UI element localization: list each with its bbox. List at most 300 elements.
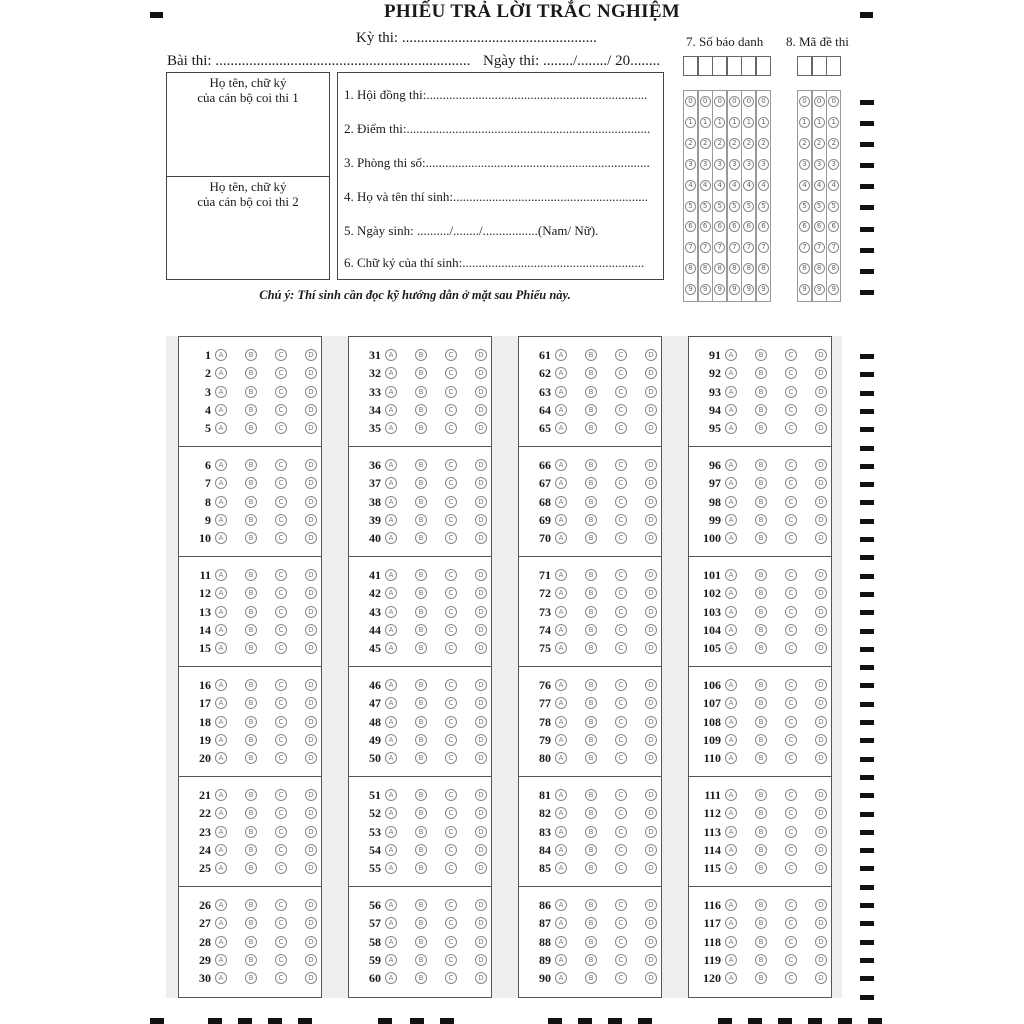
answer-bubble-c[interactable]: C	[275, 752, 287, 764]
answer-bubble-d[interactable]: D	[475, 862, 487, 874]
answer-bubble-b[interactable]: B	[245, 734, 257, 746]
answer-bubble-a[interactable]: A	[385, 899, 397, 911]
candidate-number-digit-bubble[interactable]: 1	[758, 117, 769, 128]
candidate-number-entry-cell[interactable]	[727, 56, 742, 76]
answer-bubble-c[interactable]: C	[445, 367, 457, 379]
candidate-number-digit-bubble[interactable]: 7	[685, 242, 696, 253]
answer-bubble-a[interactable]: A	[725, 514, 737, 526]
answer-bubble-b[interactable]: B	[415, 514, 427, 526]
answer-bubble-b[interactable]: B	[415, 459, 427, 471]
candidate-number-entry-cell[interactable]	[756, 56, 771, 76]
candidate-number-digit-bubble[interactable]: 7	[743, 242, 754, 253]
exam-code-digit-bubble[interactable]: 3	[799, 159, 810, 170]
answer-bubble-b[interactable]: B	[245, 532, 257, 544]
answer-bubble-c[interactable]: C	[785, 459, 797, 471]
answer-bubble-c[interactable]: C	[785, 734, 797, 746]
answer-bubble-c[interactable]: C	[785, 514, 797, 526]
answer-bubble-a[interactable]: A	[555, 587, 567, 599]
candidate-number-digit-bubble[interactable]: 4	[743, 180, 754, 191]
answer-bubble-a[interactable]: A	[385, 862, 397, 874]
answer-bubble-a[interactable]: A	[385, 606, 397, 618]
answer-bubble-a[interactable]: A	[215, 862, 227, 874]
answer-bubble-a[interactable]: A	[725, 789, 737, 801]
answer-bubble-c[interactable]: C	[785, 954, 797, 966]
answer-bubble-d[interactable]: D	[645, 422, 657, 434]
answer-bubble-a[interactable]: A	[555, 899, 567, 911]
answer-bubble-c[interactable]: C	[445, 734, 457, 746]
answer-bubble-c[interactable]: C	[615, 862, 627, 874]
answer-bubble-a[interactable]: A	[385, 569, 397, 581]
answer-bubble-a[interactable]: A	[555, 496, 567, 508]
exam-code-digit-bubble[interactable]: 0	[828, 96, 839, 107]
answer-bubble-c[interactable]: C	[615, 917, 627, 929]
candidate-number-digit-bubble[interactable]: 5	[758, 201, 769, 212]
candidate-number-digit-bubble[interactable]: 2	[714, 138, 725, 149]
answer-bubble-b[interactable]: B	[415, 936, 427, 948]
answer-bubble-a[interactable]: A	[215, 679, 227, 691]
answer-bubble-c[interactable]: C	[785, 532, 797, 544]
answer-bubble-b[interactable]: B	[415, 752, 427, 764]
answer-bubble-a[interactable]: A	[215, 917, 227, 929]
answer-bubble-d[interactable]: D	[645, 624, 657, 636]
answer-bubble-b[interactable]: B	[415, 404, 427, 416]
exam-code-digit-bubble[interactable]: 6	[814, 221, 825, 232]
answer-bubble-a[interactable]: A	[215, 532, 227, 544]
answer-bubble-b[interactable]: B	[245, 752, 257, 764]
candidate-number-digit-bubble[interactable]: 0	[758, 96, 769, 107]
answer-bubble-d[interactable]: D	[475, 899, 487, 911]
answer-bubble-a[interactable]: A	[385, 807, 397, 819]
answer-bubble-c[interactable]: C	[615, 826, 627, 838]
answer-bubble-b[interactable]: B	[245, 404, 257, 416]
answer-bubble-a[interactable]: A	[725, 697, 737, 709]
answer-bubble-d[interactable]: D	[475, 844, 487, 856]
answer-bubble-d[interactable]: D	[645, 587, 657, 599]
answer-bubble-a[interactable]: A	[555, 606, 567, 618]
answer-bubble-c[interactable]: C	[785, 899, 797, 911]
answer-bubble-a[interactable]: A	[725, 624, 737, 636]
answer-bubble-b[interactable]: B	[585, 496, 597, 508]
answer-bubble-a[interactable]: A	[555, 844, 567, 856]
answer-bubble-b[interactable]: B	[755, 972, 767, 984]
candidate-number-digit-bubble[interactable]: 7	[700, 242, 711, 253]
exam-code-digit-bubble[interactable]: 1	[799, 117, 810, 128]
answer-bubble-b[interactable]: B	[245, 954, 257, 966]
answer-bubble-d[interactable]: D	[475, 972, 487, 984]
answer-bubble-d[interactable]: D	[645, 367, 657, 379]
answer-bubble-d[interactable]: D	[305, 349, 317, 361]
answer-bubble-c[interactable]: C	[445, 606, 457, 618]
answer-bubble-d[interactable]: D	[475, 404, 487, 416]
answer-bubble-b[interactable]: B	[415, 624, 427, 636]
answer-bubble-a[interactable]: A	[725, 422, 737, 434]
answer-bubble-a[interactable]: A	[385, 349, 397, 361]
answer-bubble-b[interactable]: B	[585, 917, 597, 929]
answer-bubble-c[interactable]: C	[615, 532, 627, 544]
answer-bubble-a[interactable]: A	[215, 606, 227, 618]
answer-bubble-a[interactable]: A	[215, 404, 227, 416]
answer-bubble-c[interactable]: C	[785, 972, 797, 984]
candidate-number-digit-bubble[interactable]: 4	[714, 180, 725, 191]
answer-bubble-d[interactable]: D	[305, 899, 317, 911]
answer-bubble-c[interactable]: C	[785, 789, 797, 801]
answer-bubble-c[interactable]: C	[615, 752, 627, 764]
answer-bubble-a[interactable]: A	[555, 826, 567, 838]
answer-bubble-c[interactable]: C	[275, 642, 287, 654]
answer-bubble-a[interactable]: A	[385, 679, 397, 691]
candidate-number-digit-bubble[interactable]: 4	[758, 180, 769, 191]
answer-bubble-a[interactable]: A	[215, 734, 227, 746]
answer-bubble-a[interactable]: A	[385, 936, 397, 948]
answer-bubble-b[interactable]: B	[415, 532, 427, 544]
candidate-number-digit-bubble[interactable]: 5	[743, 201, 754, 212]
answer-bubble-c[interactable]: C	[615, 587, 627, 599]
answer-bubble-b[interactable]: B	[585, 349, 597, 361]
exam-code-digit-bubble[interactable]: 9	[799, 284, 810, 295]
answer-bubble-a[interactable]: A	[385, 477, 397, 489]
answer-bubble-a[interactable]: A	[215, 569, 227, 581]
answer-bubble-d[interactable]: D	[475, 642, 487, 654]
exam-code-digit-bubble[interactable]: 2	[799, 138, 810, 149]
answer-bubble-d[interactable]: D	[645, 844, 657, 856]
answer-bubble-c[interactable]: C	[445, 679, 457, 691]
answer-bubble-b[interactable]: B	[585, 752, 597, 764]
exam-code-digit-bubble[interactable]: 4	[799, 180, 810, 191]
answer-bubble-d[interactable]: D	[305, 606, 317, 618]
exam-code-digit-bubble[interactable]: 0	[799, 96, 810, 107]
answer-bubble-a[interactable]: A	[215, 349, 227, 361]
answer-bubble-d[interactable]: D	[645, 734, 657, 746]
answer-bubble-d[interactable]: D	[645, 477, 657, 489]
answer-bubble-a[interactable]: A	[385, 697, 397, 709]
candidate-number-digit-bubble[interactable]: 5	[729, 201, 740, 212]
candidate-number-digit-bubble[interactable]: 0	[700, 96, 711, 107]
candidate-number-digit-bubble[interactable]: 0	[743, 96, 754, 107]
answer-bubble-c[interactable]: C	[445, 862, 457, 874]
exam-code-digit-bubble[interactable]: 2	[814, 138, 825, 149]
answer-bubble-a[interactable]: A	[725, 972, 737, 984]
answer-bubble-a[interactable]: A	[725, 367, 737, 379]
candidate-number-digit-bubble[interactable]: 6	[714, 221, 725, 232]
answer-bubble-a[interactable]: A	[215, 477, 227, 489]
answer-bubble-d[interactable]: D	[815, 496, 827, 508]
answer-bubble-b[interactable]: B	[245, 496, 257, 508]
answer-bubble-c[interactable]: C	[615, 404, 627, 416]
answer-bubble-b[interactable]: B	[755, 844, 767, 856]
answer-bubble-a[interactable]: A	[385, 734, 397, 746]
answer-bubble-a[interactable]: A	[725, 349, 737, 361]
answer-bubble-a[interactable]: A	[725, 844, 737, 856]
answer-bubble-b[interactable]: B	[755, 569, 767, 581]
answer-bubble-c[interactable]: C	[445, 954, 457, 966]
answer-bubble-a[interactable]: A	[215, 422, 227, 434]
answer-bubble-a[interactable]: A	[555, 642, 567, 654]
answer-bubble-b[interactable]: B	[755, 697, 767, 709]
answer-bubble-b[interactable]: B	[245, 349, 257, 361]
answer-bubble-d[interactable]: D	[645, 917, 657, 929]
answer-bubble-d[interactable]: D	[645, 862, 657, 874]
answer-bubble-a[interactable]: A	[215, 789, 227, 801]
answer-bubble-c[interactable]: C	[615, 844, 627, 856]
answer-bubble-d[interactable]: D	[815, 569, 827, 581]
answer-bubble-a[interactable]: A	[215, 496, 227, 508]
answer-bubble-d[interactable]: D	[475, 386, 487, 398]
answer-bubble-b[interactable]: B	[755, 624, 767, 636]
answer-bubble-b[interactable]: B	[585, 477, 597, 489]
answer-bubble-d[interactable]: D	[475, 826, 487, 838]
answer-bubble-c[interactable]: C	[445, 807, 457, 819]
answer-bubble-a[interactable]: A	[555, 862, 567, 874]
candidate-number-digit-bubble[interactable]: 0	[729, 96, 740, 107]
answer-bubble-a[interactable]: A	[385, 752, 397, 764]
answer-bubble-d[interactable]: D	[305, 716, 317, 728]
candidate-number-digit-bubble[interactable]: 9	[729, 284, 740, 295]
answer-bubble-c[interactable]: C	[615, 936, 627, 948]
answer-bubble-d[interactable]: D	[645, 386, 657, 398]
candidate-number-digit-bubble[interactable]: 0	[714, 96, 725, 107]
answer-bubble-c[interactable]: C	[275, 716, 287, 728]
exam-code-digit-bubble[interactable]: 8	[814, 263, 825, 274]
answer-bubble-a[interactable]: A	[555, 532, 567, 544]
answer-bubble-a[interactable]: A	[385, 496, 397, 508]
answer-bubble-c[interactable]: C	[615, 569, 627, 581]
candidate-number-digit-bubble[interactable]: 7	[714, 242, 725, 253]
answer-bubble-d[interactable]: D	[305, 862, 317, 874]
answer-bubble-c[interactable]: C	[445, 972, 457, 984]
answer-bubble-d[interactable]: D	[815, 862, 827, 874]
answer-bubble-a[interactable]: A	[555, 404, 567, 416]
answer-bubble-d[interactable]: D	[815, 386, 827, 398]
answer-bubble-d[interactable]: D	[475, 954, 487, 966]
answer-bubble-b[interactable]: B	[585, 862, 597, 874]
answer-bubble-a[interactable]: A	[555, 477, 567, 489]
answer-bubble-a[interactable]: A	[555, 679, 567, 691]
answer-bubble-b[interactable]: B	[415, 826, 427, 838]
answer-bubble-a[interactable]: A	[725, 532, 737, 544]
answer-bubble-c[interactable]: C	[275, 422, 287, 434]
answer-bubble-b[interactable]: B	[755, 899, 767, 911]
answer-bubble-c[interactable]: C	[445, 789, 457, 801]
answer-bubble-d[interactable]: D	[305, 587, 317, 599]
answer-bubble-c[interactable]: C	[275, 697, 287, 709]
answer-bubble-b[interactable]: B	[415, 789, 427, 801]
answer-bubble-b[interactable]: B	[415, 917, 427, 929]
answer-bubble-c[interactable]: C	[275, 477, 287, 489]
answer-bubble-b[interactable]: B	[585, 422, 597, 434]
answer-bubble-c[interactable]: C	[785, 386, 797, 398]
exam-code-entry-cell[interactable]	[826, 56, 841, 76]
answer-bubble-a[interactable]: A	[725, 917, 737, 929]
answer-bubble-c[interactable]: C	[275, 844, 287, 856]
answer-bubble-a[interactable]: A	[385, 404, 397, 416]
answer-bubble-d[interactable]: D	[475, 734, 487, 746]
answer-bubble-a[interactable]: A	[725, 459, 737, 471]
answer-bubble-b[interactable]: B	[415, 734, 427, 746]
answer-bubble-c[interactable]: C	[445, 752, 457, 764]
answer-bubble-c[interactable]: C	[445, 386, 457, 398]
answer-bubble-d[interactable]: D	[815, 807, 827, 819]
answer-bubble-c[interactable]: C	[785, 826, 797, 838]
exam-code-digit-bubble[interactable]: 2	[828, 138, 839, 149]
answer-bubble-a[interactable]: A	[215, 697, 227, 709]
answer-bubble-b[interactable]: B	[415, 844, 427, 856]
answer-bubble-d[interactable]: D	[305, 367, 317, 379]
answer-bubble-d[interactable]: D	[815, 899, 827, 911]
answer-bubble-b[interactable]: B	[415, 422, 427, 434]
answer-bubble-b[interactable]: B	[755, 349, 767, 361]
candidate-number-digit-bubble[interactable]: 5	[714, 201, 725, 212]
answer-bubble-d[interactable]: D	[305, 972, 317, 984]
answer-bubble-b[interactable]: B	[585, 514, 597, 526]
answer-bubble-a[interactable]: A	[215, 936, 227, 948]
answer-bubble-b[interactable]: B	[245, 789, 257, 801]
answer-bubble-c[interactable]: C	[445, 404, 457, 416]
answer-bubble-a[interactable]: A	[385, 789, 397, 801]
answer-bubble-d[interactable]: D	[815, 606, 827, 618]
answer-bubble-c[interactable]: C	[275, 514, 287, 526]
answer-bubble-d[interactable]: D	[645, 697, 657, 709]
answer-bubble-a[interactable]: A	[215, 954, 227, 966]
candidate-number-digit-bubble[interactable]: 9	[758, 284, 769, 295]
answer-bubble-d[interactable]: D	[475, 606, 487, 618]
answer-bubble-c[interactable]: C	[275, 862, 287, 874]
answer-bubble-c[interactable]: C	[785, 477, 797, 489]
answer-bubble-a[interactable]: A	[555, 752, 567, 764]
answer-bubble-b[interactable]: B	[585, 532, 597, 544]
answer-bubble-d[interactable]: D	[475, 697, 487, 709]
answer-bubble-d[interactable]: D	[815, 422, 827, 434]
candidate-number-digit-bubble[interactable]: 1	[700, 117, 711, 128]
answer-bubble-d[interactable]: D	[305, 752, 317, 764]
answer-bubble-d[interactable]: D	[645, 514, 657, 526]
answer-bubble-d[interactable]: D	[305, 807, 317, 819]
candidate-number-digit-bubble[interactable]: 5	[700, 201, 711, 212]
answer-bubble-b[interactable]: B	[415, 899, 427, 911]
answer-bubble-a[interactable]: A	[215, 459, 227, 471]
answer-bubble-a[interactable]: A	[555, 954, 567, 966]
answer-bubble-a[interactable]: A	[215, 807, 227, 819]
answer-bubble-d[interactable]: D	[815, 477, 827, 489]
answer-bubble-b[interactable]: B	[245, 569, 257, 581]
answer-bubble-d[interactable]: D	[305, 954, 317, 966]
answer-bubble-a[interactable]: A	[385, 532, 397, 544]
answer-bubble-c[interactable]: C	[615, 734, 627, 746]
answer-bubble-c[interactable]: C	[615, 899, 627, 911]
answer-bubble-c[interactable]: C	[275, 404, 287, 416]
candidate-number-entry-cell[interactable]	[683, 56, 698, 76]
answer-bubble-a[interactable]: A	[555, 917, 567, 929]
exam-code-digit-bubble[interactable]: 1	[814, 117, 825, 128]
answer-bubble-b[interactable]: B	[245, 697, 257, 709]
answer-bubble-b[interactable]: B	[585, 606, 597, 618]
answer-bubble-b[interactable]: B	[755, 936, 767, 948]
answer-bubble-a[interactable]: A	[385, 514, 397, 526]
candidate-number-digit-bubble[interactable]: 6	[700, 221, 711, 232]
answer-bubble-b[interactable]: B	[585, 569, 597, 581]
candidate-number-digit-bubble[interactable]: 4	[700, 180, 711, 191]
answer-bubble-b[interactable]: B	[415, 807, 427, 819]
answer-bubble-d[interactable]: D	[815, 716, 827, 728]
answer-bubble-c[interactable]: C	[785, 642, 797, 654]
exam-council-field[interactable]: 1. Hội đồng thi:....................................................................	[344, 87, 648, 102]
answer-bubble-a[interactable]: A	[215, 972, 227, 984]
exam-code-digit-bubble[interactable]: 3	[814, 159, 825, 170]
answer-bubble-b[interactable]: B	[585, 844, 597, 856]
answer-bubble-d[interactable]: D	[305, 514, 317, 526]
answer-bubble-a[interactable]: A	[385, 587, 397, 599]
answer-bubble-d[interactable]: D	[475, 716, 487, 728]
answer-bubble-c[interactable]: C	[445, 642, 457, 654]
answer-bubble-b[interactable]: B	[585, 734, 597, 746]
candidate-number-digit-bubble[interactable]: 8	[700, 263, 711, 274]
answer-bubble-a[interactable]: A	[215, 899, 227, 911]
answer-bubble-d[interactable]: D	[815, 404, 827, 416]
answer-bubble-d[interactable]: D	[305, 734, 317, 746]
answer-bubble-c[interactable]: C	[445, 422, 457, 434]
answer-bubble-d[interactable]: D	[815, 514, 827, 526]
answer-bubble-c[interactable]: C	[275, 349, 287, 361]
answer-bubble-c[interactable]: C	[275, 972, 287, 984]
answer-bubble-a[interactable]: A	[555, 386, 567, 398]
exam-code-digit-bubble[interactable]: 8	[799, 263, 810, 274]
answer-bubble-c[interactable]: C	[445, 716, 457, 728]
exam-code-digit-bubble[interactable]: 7	[799, 242, 810, 253]
answer-bubble-c[interactable]: C	[275, 954, 287, 966]
answer-bubble-d[interactable]: D	[645, 972, 657, 984]
answer-bubble-d[interactable]: D	[475, 587, 487, 599]
exam-code-digit-bubble[interactable]: 6	[799, 221, 810, 232]
answer-bubble-b[interactable]: B	[585, 972, 597, 984]
answer-bubble-d[interactable]: D	[815, 532, 827, 544]
answer-bubble-a[interactable]: A	[385, 642, 397, 654]
answer-bubble-d[interactable]: D	[475, 569, 487, 581]
answer-bubble-c[interactable]: C	[445, 477, 457, 489]
answer-bubble-d[interactable]: D	[815, 789, 827, 801]
candidate-number-digit-bubble[interactable]: 1	[743, 117, 754, 128]
answer-bubble-b[interactable]: B	[245, 716, 257, 728]
answer-bubble-c[interactable]: C	[275, 624, 287, 636]
answer-bubble-b[interactable]: B	[415, 477, 427, 489]
answer-bubble-b[interactable]: B	[585, 459, 597, 471]
answer-bubble-d[interactable]: D	[815, 752, 827, 764]
answer-bubble-c[interactable]: C	[445, 587, 457, 599]
answer-bubble-d[interactable]: D	[475, 459, 487, 471]
candidate-number-digit-bubble[interactable]: 1	[685, 117, 696, 128]
candidate-number-entry-cell[interactable]	[741, 56, 756, 76]
answer-bubble-a[interactable]: A	[725, 734, 737, 746]
answer-bubble-c[interactable]: C	[275, 367, 287, 379]
answer-bubble-c[interactable]: C	[615, 459, 627, 471]
answer-bubble-a[interactable]: A	[385, 422, 397, 434]
answer-bubble-a[interactable]: A	[555, 734, 567, 746]
answer-bubble-b[interactable]: B	[755, 532, 767, 544]
candidate-number-digit-bubble[interactable]: 5	[685, 201, 696, 212]
answer-bubble-c[interactable]: C	[785, 679, 797, 691]
answer-bubble-d[interactable]: D	[645, 954, 657, 966]
answer-bubble-b[interactable]: B	[245, 936, 257, 948]
answer-bubble-b[interactable]: B	[755, 807, 767, 819]
answer-bubble-c[interactable]: C	[275, 496, 287, 508]
answer-bubble-a[interactable]: A	[725, 477, 737, 489]
candidate-number-digit-bubble[interactable]: 4	[729, 180, 740, 191]
answer-bubble-a[interactable]: A	[725, 606, 737, 618]
answer-bubble-a[interactable]: A	[725, 862, 737, 874]
answer-bubble-a[interactable]: A	[725, 899, 737, 911]
answer-bubble-b[interactable]: B	[415, 642, 427, 654]
answer-bubble-d[interactable]: D	[815, 587, 827, 599]
candidate-number-digit-bubble[interactable]: 7	[729, 242, 740, 253]
answer-bubble-b[interactable]: B	[755, 404, 767, 416]
